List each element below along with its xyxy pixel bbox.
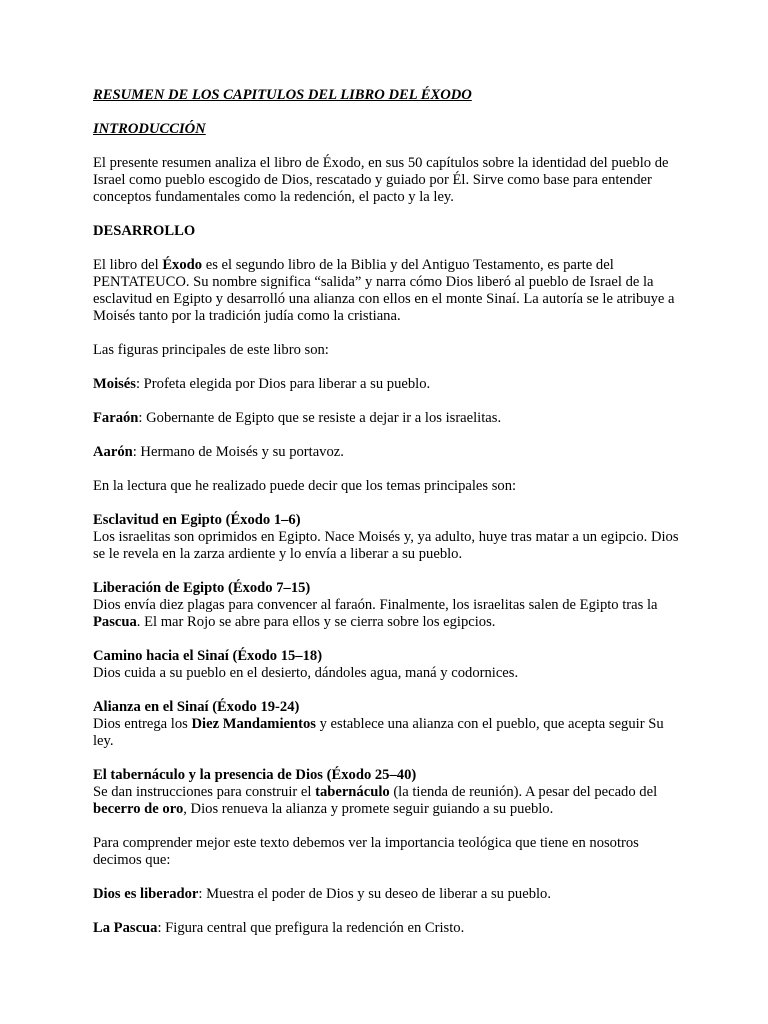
theme-text: Dios envía diez plagas para convencer al faraón. Finalmente, los israelitas salen de Egipto tras la	[93, 597, 658, 613]
theme-title: Camino hacia el Sinaí (Éxodo 15–18)	[93, 648, 323, 664]
bold-term: Pascua	[93, 614, 137, 630]
themes-intro: En la lectura que he realizado puede decir que los temas principales son:	[93, 478, 517, 494]
intro-heading: INTRODUCCIÓN	[93, 121, 206, 137]
theology-intro: Para comprender mejor este texto debemos ver la importancia teológica que tiene en nosotros decimos que:	[93, 835, 639, 868]
document-page	[93, 87, 683, 954]
theology-name: La Pascua	[93, 920, 158, 936]
figure-desc: : Gobernante de Egipto que se resiste a dejar ir a los israelitas.	[138, 410, 502, 426]
theme-text: , Dios renueva la alianza y promete seguir guiando a su pueblo.	[183, 801, 554, 817]
theology-item-liberador	[93, 886, 683, 903]
figures-intro: Las figuras principales de este libro son:	[93, 342, 329, 358]
theme-title: El tabernáculo y la presencia de Dios (Éxodo 25–40)	[93, 767, 417, 783]
figure-item-aaron	[93, 444, 683, 461]
theme-esclavitud	[93, 512, 683, 563]
document-title: RESUMEN DE LOS CAPITULOS DEL LIBRO DEL ÉXODO	[93, 87, 472, 103]
development-heading: DESARROLLO	[93, 223, 196, 239]
theme-text: y establece una alianza con el pueblo, que acepta seguir Su ley.	[93, 716, 664, 749]
bold-term: becerro de oro	[93, 801, 184, 817]
theme-text: . El mar Rojo se abre para ellos y se cierra sobre los egipcios.	[136, 614, 496, 630]
theology-desc: : Figura central que prefigura la redención en Cristo.	[157, 920, 465, 936]
figure-name: Aarón	[93, 444, 133, 460]
text-span: El libro del	[93, 257, 163, 273]
figure-item-faraon	[93, 410, 683, 427]
theme-alianza	[93, 699, 683, 750]
theme-tabernaculo	[93, 767, 683, 818]
theology-name: Dios es liberador	[93, 886, 199, 902]
theology-item-pascua	[93, 920, 683, 937]
figure-name: Moisés	[93, 376, 136, 392]
theme-text: Los israelitas son oprimidos en Egipto. Nace Moisés y, ya adulto, huye tras matar a un egipcio. Dios se le revela en la zarza ardiente y lo envía a liberar a su pueblo.	[93, 529, 679, 562]
theme-text: (la tienda de reunión). A pesar del pecado del	[389, 784, 658, 800]
bold-term: tabernáculo	[315, 784, 390, 800]
figure-desc: : Hermano de Moisés y su portavoz.	[132, 444, 344, 460]
intro-paragraph: El presente resumen analiza el libro de Éxodo, en sus 50 capítulos sobre la identidad del pueblo de Israel como pueblo escogido de Dios, rescatado y guiado por Él. Sirve como base para entender conceptos fundamentales como la redención, el pacto y la ley.	[93, 155, 669, 205]
theme-liberacion	[93, 580, 683, 631]
theme-camino	[93, 648, 683, 682]
figure-item-moises	[93, 376, 683, 393]
bold-term: Diez Mandamientos	[191, 716, 316, 732]
theme-text: Dios entrega los	[93, 716, 192, 732]
theme-title: Liberación de Egipto (Éxodo 7–15)	[93, 580, 311, 596]
theme-title: Esclavitud en Egipto (Éxodo 1–6)	[93, 512, 301, 528]
figure-desc: : Profeta elegida por Dios para liberar a su pueblo.	[135, 376, 431, 392]
theme-text: Se dan instrucciones para construir el	[93, 784, 316, 800]
theme-title: Alianza en el Sinaí (Éxodo 19-24)	[93, 699, 300, 715]
theology-desc: : Muestra el poder de Dios y su deseo de liberar a su pueblo.	[198, 886, 551, 902]
bold-term: Éxodo	[162, 257, 203, 273]
text-span: es el segundo libro de la Biblia y del Antiguo Testamento, es parte del PENTATEUCO. Su nombre significa “salida” y narra cómo Dios liberó al pueblo de Israel de la esclavitud en Egipto y desarrolló una alianza con ellos en el monte Sinaí. La autoría se le atribuye a Moisés tanto por la tradición judía como la cristiana.	[93, 257, 675, 324]
figure-name: Faraón	[93, 410, 139, 426]
development-paragraph	[93, 257, 683, 325]
theme-text: Dios cuida a su pueblo en el desierto, dándoles agua, maná y codornices.	[93, 665, 519, 681]
